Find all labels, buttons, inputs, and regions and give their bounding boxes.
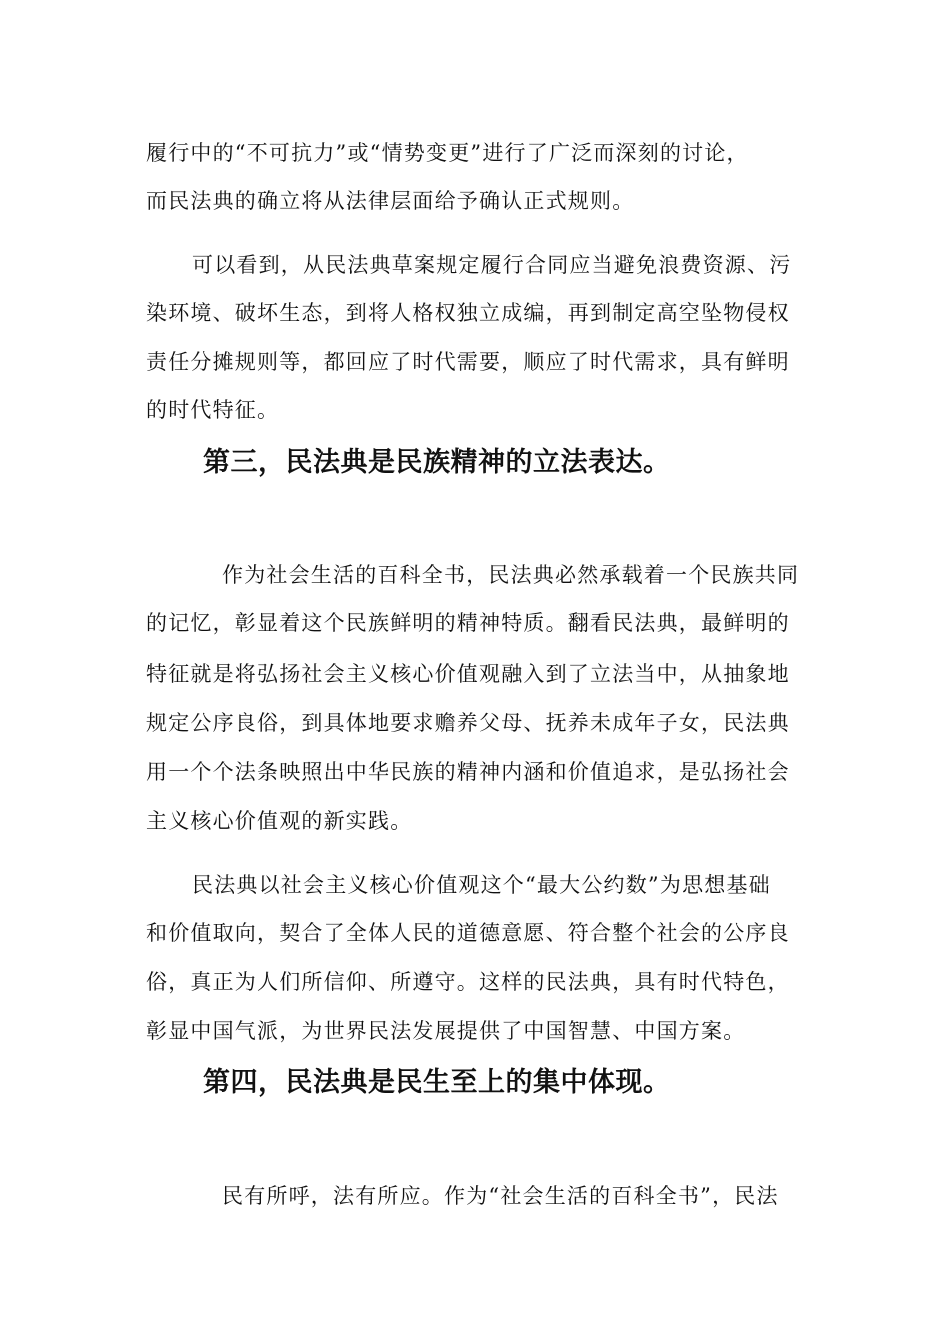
paragraph-line: 染环境、破坏生态，到将人格权独立成编，再到制定高空坠物侵权 (146, 301, 790, 325)
paragraph-line: 责任分摊规则等，都回应了时代需要，顺应了时代需求，具有鲜明 (146, 350, 790, 374)
paragraph-line: 和价值取向，契合了全体人民的道德意愿、符合整个社会的公序良 (146, 921, 790, 945)
paragraph-line: 的时代特征。 (146, 398, 280, 422)
section-heading: 第四，民法典是民生至上的集中体现。 (203, 1067, 671, 1098)
paragraph-line: 彰显中国气派，为世界民法发展提供了中国智慧、中国方案。 (146, 1019, 746, 1043)
paragraph-line: 履行中的“不可抗力”或“情势变更”进行了广泛而深刻的讨论， (146, 141, 749, 165)
paragraph-line: 的记忆，彰显着这个民族鲜明的精神特质。翻看民法典，最鲜明的 (146, 611, 790, 635)
paragraph-line: 民法典以社会主义核心价值观这个“最大公约数”为思想基础 (192, 873, 771, 897)
paragraph-line: 俗，真正为人们所信仰、所遵守。这样的民法典，具有时代特色， (146, 970, 790, 994)
paragraph-line: 规定公序良俗，到具体地要求赡养父母、抚养未成年子女，民法典 (146, 711, 790, 735)
paragraph-line: 而民法典的确立将从法律层面给予确认正式规则。 (146, 189, 635, 213)
paragraph-line: 可以看到，从民法典草案规定履行合同应当避免浪费资源、污 (192, 253, 792, 277)
paragraph-line: 主义核心价值观的新实践。 (146, 809, 413, 833)
paragraph-line: 用一个个法条映照出中华民族的精神内涵和价值追求，是弘扬社会 (146, 760, 790, 784)
section-heading: 第三，民法典是民族精神的立法表达。 (203, 447, 671, 478)
paragraph-line: 特征就是将弘扬社会主义核心价值观融入到了立法当中，从抽象地 (146, 662, 790, 686)
paragraph-line: 民有所呼，法有所应。作为“社会生活的百科全书”，民法 (222, 1184, 779, 1208)
paragraph-line: 作为社会生活的百科全书，民法典必然承载着一个民族共同 (222, 563, 800, 587)
